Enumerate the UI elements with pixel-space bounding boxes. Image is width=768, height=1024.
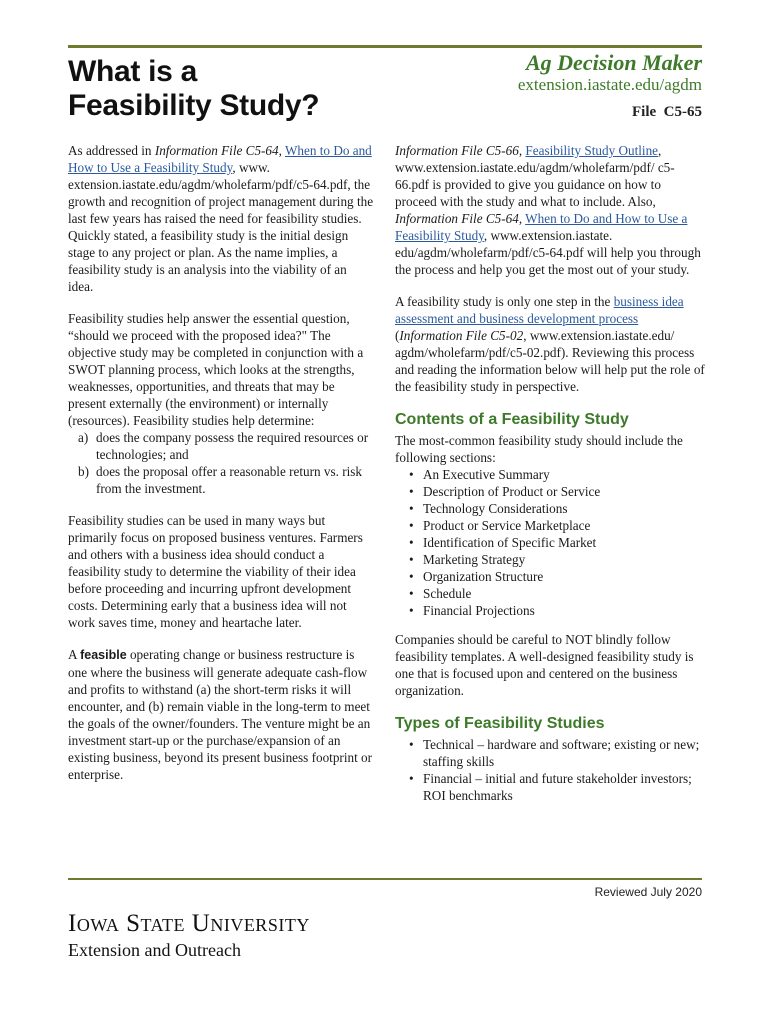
list-item: • Marketing Strategy (395, 551, 705, 568)
title-line-2: Feasibility Study? (68, 89, 320, 122)
link-when-to-do-2[interactable]: When to Do and How to Use a Feasibility Study (395, 211, 688, 243)
bottom-rule (68, 878, 702, 880)
link-when-to-do[interactable]: When to Do and How to Use a Feasibility Study (68, 143, 372, 175)
heading-types: Types of Feasibility Studies (395, 715, 605, 732)
top-rule (68, 45, 702, 48)
list-item: • Schedule (395, 585, 705, 602)
contents-intro: The most-common feasibility study should include the following sections: (395, 433, 683, 465)
list-item: • Financial Projections (395, 602, 705, 619)
file-reference: Information File C5-66 (395, 143, 519, 158)
page-title (68, 55, 388, 123)
file-reference: Information File C5-64 (395, 211, 519, 226)
left-paragraph-1: As addressed in Information File C5-64, When to Do and How to Use a Feasibility Study, www. extension.iastate.edu/agdm/wholefarm/pdf/c5-64.pdf, the growth and recognition of project management during the last few years has raised the need for feasibility studies. Quickly stated, a feasibility study is the initial design stage to any project or plan. As the name implies, a feasibility study is an analysis into the viability of an idea. (68, 143, 374, 294)
left-paragraph-2: Feasibility studies help answer the essential question, “should we proceed with the proposed idea?" The objective study may be completed in conjunction with a SWOT planning process, which looks at the strengths, weaknesses, opportunities, and threats that may be present externally (the environment) or internally (resources). Feasibility studies help determine: (68, 311, 364, 428)
university-name: Iowa State University (68, 910, 310, 937)
list-item: b) does the proposal offer a reasonable return vs. risk from the investment. (78, 464, 362, 496)
brand-block (518, 50, 702, 121)
list-item: • Identification of Specific Market (395, 534, 705, 551)
brand-url[interactable]: extension.iastate.edu/agdm (517, 75, 702, 94)
determine-list (68, 429, 374, 497)
file-label: File (632, 104, 657, 120)
file-number (518, 104, 702, 121)
left-paragraph-4: A feasible operating change or business restructure is one where the business will generate adequate cash-flow and profits to withstand (a) the short-term risks it will encounter, and (b) remain viable in the long-term to meet the goals of the owner/founders. The venture might be an investment start-up or the purchase/expansion of an existing business, beyond its present business footprint or enterprise. (68, 647, 373, 782)
right-paragraph-1: Information File C5-66, Feasibility Study Outline, www.extension.iastate.edu/agdm/wholefarm/pdf/ c5-66.pdf is provided to give you guidance on how to proceed with the study and what to include. Also, Information File C5-64, When to Do and How to Use a Feasibility Study, www.extension.iastate. edu/agdm/wholefarm/pdf/c5-64.pdf will help you through the process and help you get the most out of your study. (395, 143, 701, 277)
right-paragraph-2: A feasibility study is only one step in the business idea assessment and business development process (Information File C5-02, www.extension.iastate.edu/ agdm/wholefarm/pdf/c5-02.pdf). Reviewing this process and reading the information below will help put the role of the feasibility study in perspective. (395, 294, 705, 394)
types-list (395, 736, 705, 804)
file-code: C5-65 (663, 104, 702, 120)
file-reference: Information File C5-02 (399, 328, 524, 343)
contents-list (395, 466, 705, 619)
heading-contents: Contents of a Feasibility Study (395, 411, 629, 428)
list-item: a) does the company possess the required resources or technologies; and (78, 430, 369, 462)
university-unit: Extension and Outreach (68, 940, 241, 960)
list-item: • Description of Product or Service (395, 483, 705, 500)
feasible-bold: feasible (80, 648, 127, 662)
link-feasibility-outline[interactable]: Feasibility Study Outline (525, 143, 659, 158)
university-logo (68, 910, 310, 960)
list-item: • Product or Service Marketplace (395, 517, 705, 534)
reviewed-date: Reviewed July 2020 (594, 885, 702, 899)
title-line-1: What is a (68, 55, 197, 88)
link-business-process[interactable]: business idea assessment and business development process (395, 294, 684, 326)
list-item: • Financial – initial and future stakeholder investors; ROI benchmarks (395, 770, 705, 804)
list-item: • An Executive Summary (395, 466, 705, 483)
file-reference: Information File C5-64 (154, 143, 279, 158)
left-paragraph-3: Feasibility studies can be used in many ways but primarily focus on proposed business ventures. Farmers and others with a business idea should conduct a feasibility study to determine the viability of their idea before proceeding and incurring upfront development costs. Determining early that a business idea will not work saves time, money and heartache later. (68, 513, 363, 630)
right-paragraph-3: Companies should be careful to NOT blindly follow feasibility templates. A well-designed feasibility study is one that is focused upon and centered on the business organization. (395, 632, 694, 698)
brand-name: Ag Decision Maker (526, 50, 702, 75)
list-item: • Technology Considerations (395, 500, 705, 517)
left-column (68, 142, 374, 798)
list-item: • Technical – hardware and software; existing or new; staffing skills (395, 736, 705, 770)
right-column (395, 142, 705, 816)
list-item: • Organization Structure (395, 568, 705, 585)
